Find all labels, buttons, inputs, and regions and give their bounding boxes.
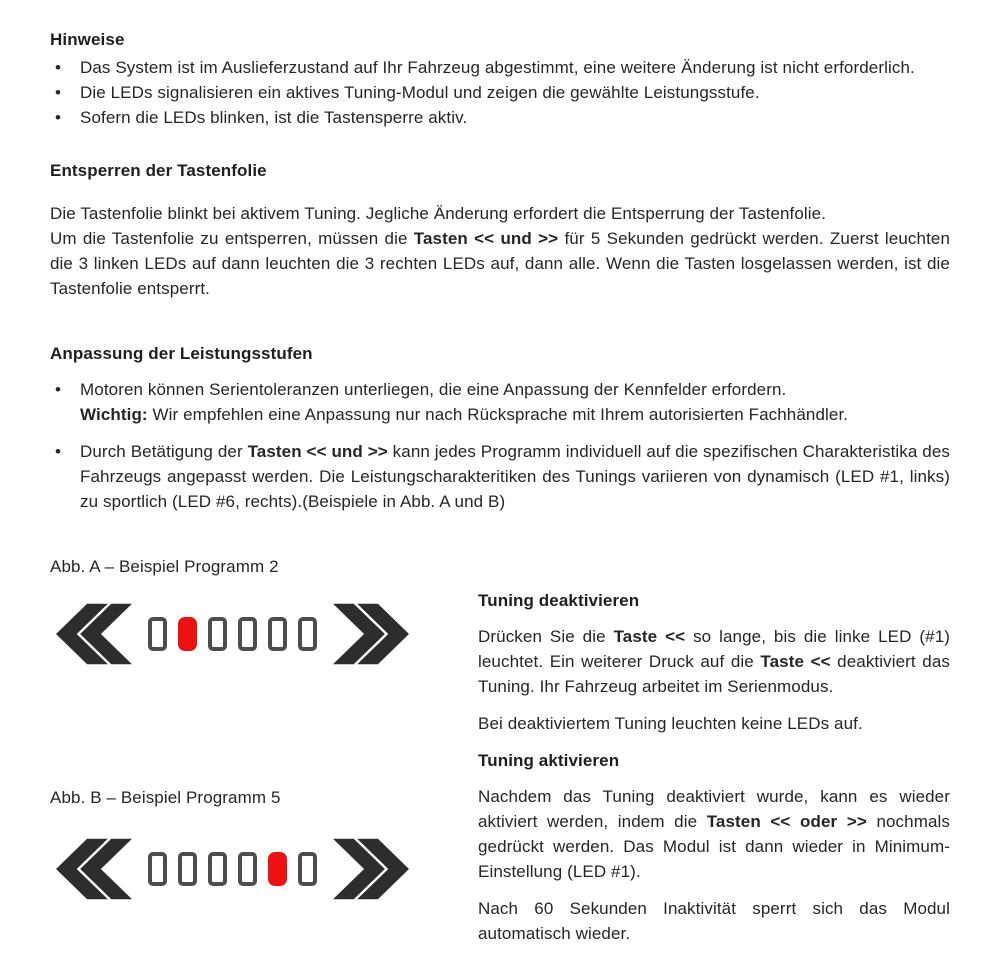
- led-2-off: [178, 852, 197, 886]
- bullet-text: [80, 439, 950, 514]
- led-1-off: [148, 617, 167, 651]
- text-run: Drücken Sie die: [478, 627, 614, 646]
- led-strip: [148, 852, 317, 886]
- text-run: für 5 Sekunden gedrückt werden. Zuerst leuchten die 3 linken LEDs auf dann leuchten die 3 rechten LEDs auf, dann alle. Wenn die Tasten losgelassen werden, ist die Tastenfolie entsperrt.: [50, 229, 950, 298]
- bold-text-run: Wichtig:: [80, 405, 148, 424]
- bullet-dot: •: [55, 380, 62, 399]
- entsperren-paragraph-2: [50, 226, 950, 301]
- aktivieren-paragraph-1: [478, 784, 950, 884]
- right-text-column: [478, 554, 950, 958]
- bullet-item: [50, 377, 950, 427]
- bullet-text: [80, 55, 950, 80]
- entsperren-paragraph-1: [50, 201, 950, 226]
- figure-b-caption: Abb. B – Beispiel Programm 5: [50, 788, 281, 807]
- bullet-dot: •: [55, 83, 62, 102]
- deaktivieren-paragraph-1: [478, 624, 950, 699]
- double-chevron-right-icon: [333, 601, 409, 667]
- bold-text-run: Tasten << und >>: [247, 442, 388, 461]
- led-strip: [148, 617, 317, 651]
- heading-tuning-deaktivieren: Tuning deaktivieren: [478, 591, 640, 610]
- led-1-off: [148, 852, 167, 886]
- led-3-off: [208, 617, 227, 651]
- led-5-off: [268, 617, 287, 651]
- deaktivieren-paragraph-2: [478, 711, 950, 736]
- heading-anpassung: Anpassung der Leistungsstufen: [50, 344, 313, 363]
- led-6-off: [298, 617, 317, 651]
- double-chevron-left-icon: [56, 836, 132, 902]
- aktivieren-paragraph-2: [478, 896, 950, 946]
- section-entsperren: [50, 158, 950, 301]
- text-run: Durch Betätigung der: [80, 442, 248, 461]
- led-2-on: [178, 617, 197, 651]
- text-run: Die LEDs signalisieren ein aktives Tuning-Modul und zeigen die gewählte Leistungsstufe.: [80, 83, 760, 102]
- figures-column: [50, 554, 460, 958]
- text-run: Bei deaktiviertem Tuning leuchten keine LEDs auf.: [478, 714, 863, 733]
- double-chevron-right-icon: [333, 836, 409, 902]
- bullet-text: [80, 105, 950, 130]
- bullet-item: [50, 105, 950, 130]
- text-run: Nach 60 Sekunden Inaktivität sperrt sich das Modul automatisch wieder.: [478, 899, 950, 943]
- bullet-dot: •: [55, 58, 62, 77]
- bullet-item: [50, 439, 950, 514]
- led-3-off: [208, 852, 227, 886]
- led-5-on: [268, 852, 287, 886]
- heading-tuning-aktivieren: Tuning aktivieren: [478, 751, 620, 770]
- text-run: so lange, bis die linke LED (#1) leuchtet. Ein weiterer Druck auf die: [478, 627, 951, 671]
- hinweise-bullet-list: [50, 55, 950, 130]
- text-run: Wir empfehlen eine Anpassung nur nach Rücksprache mit Ihrem autorisierten Fachhändler.: [147, 405, 849, 424]
- led-6-off: [298, 852, 317, 886]
- bold-text-run: Tasten << oder >>: [706, 812, 867, 831]
- text-run: Die Tastenfolie blinkt bei aktivem Tuning. Jegliche Änderung erfordert die Entsperrung der Tastenfolie.: [50, 204, 827, 223]
- bullet-item: [50, 80, 950, 105]
- bullet-dot: •: [55, 108, 62, 127]
- double-chevron-left-icon: [56, 601, 132, 667]
- figure-a-led-graphic: [56, 601, 460, 667]
- heading-entsperren: Entsperren der Tastenfolie: [50, 161, 267, 180]
- text-run: Motoren können Serientoleranzen unterliegen, die eine Anpassung der Kennfelder erfordern.: [80, 380, 787, 399]
- text-run: deaktiviert das Tuning. Ihr Fahrzeug arbeitet im Serienmodus.: [478, 652, 950, 696]
- text-run: Das System ist im Auslieferzustand auf Ihr Fahrzeug abgestimmt, eine weitere Änderung ist nicht erforderlich.: [80, 58, 915, 77]
- led-4-off: [238, 852, 257, 886]
- text-run: Um die Tastenfolie zu entsperren, müssen die: [50, 229, 414, 248]
- figure-a-caption: Abb. A – Beispiel Programm 2: [50, 557, 279, 576]
- bullet-item: [50, 55, 950, 80]
- bold-text-run: Taste <<: [760, 652, 831, 671]
- text-run: Nachdem das Tuning deaktiviert wurde, kann es wieder aktiviert werden, indem die: [478, 787, 950, 831]
- anpassung-bullet-list: [50, 377, 950, 514]
- bullet-dot: •: [55, 442, 62, 461]
- heading-hinweise: Hinweise: [50, 30, 125, 49]
- bullet-text: [80, 377, 950, 427]
- text-run: nochmals gedrückt werden. Das Modul ist dann wieder in Minimum-Einstellung (LED #1).: [478, 812, 950, 881]
- bullet-text: [80, 80, 950, 105]
- section-anpassung: [50, 341, 950, 514]
- bold-text-run: Taste <<: [613, 627, 686, 646]
- text-run: Sofern die LEDs blinken, ist die Tastensperre aktiv.: [80, 108, 468, 127]
- figures-and-text-row: [50, 554, 950, 958]
- figure-b-led-graphic: [56, 836, 460, 902]
- bold-text-run: Tasten << und >>: [413, 229, 559, 248]
- led-4-off: [238, 617, 257, 651]
- text-run: kann jedes Programm individuell auf die spezifischen Charakteristika des Fahrzeugs angepasst werden. Die Leistungscharakteritiken des Tunings variieren von dynamisch (LED #1, links) zu sportlich (LED #6, rechts).(Beispiele in Abb. A und B): [80, 442, 951, 511]
